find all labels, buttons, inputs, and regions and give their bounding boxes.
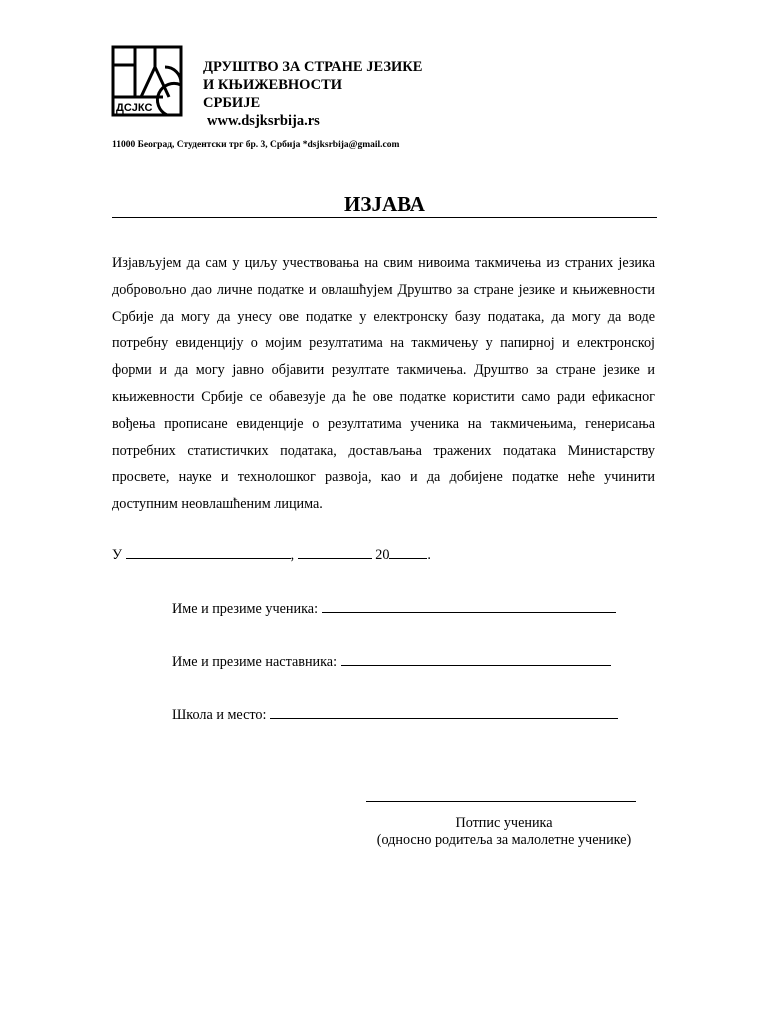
student-name-label: Име и презиме ученика: [172, 601, 319, 617]
teacher-name-row [172, 653, 611, 671]
org-line-2: И КЊИЖЕВНОСТИ [203, 77, 343, 93]
student-name-row [172, 600, 616, 618]
signature-line[interactable] [366, 801, 636, 802]
year-prefix: 20 [375, 547, 390, 563]
teacher-name-label: Име и презиме наставника: [172, 654, 338, 670]
school-label: Школа и место: [172, 707, 267, 723]
place-field[interactable] [126, 546, 291, 559]
signature-caption: Потпис ученика [455, 815, 553, 831]
svg-text:ДСЈКС: ДСЈКС [116, 102, 153, 114]
address-line: 11000 Београд, Студентски трг бр. 3, Србија *dsjksrbija@gmail.com [112, 140, 400, 150]
place-prefix: У [112, 547, 123, 563]
org-line-1: ДРУШТВО ЗА СТРАНЕ ЈЕЗИКЕ [203, 59, 423, 75]
org-line-3: СРБИЈЕ [203, 95, 261, 111]
declaration-text: Изјављујем да сам у циљу учествовања на свим нивоима такмичења из страних језика добровољно дао личне податке и овлашћујем Друштво за стране језике и књижевности Србије да могу да унесу ове податке у електронску базу података, да могу да воде потребну евиденцију о мојим резултатима на такмичењу у папирној и електронској форми и да могу јавно објавити резултате такмичења. Друштво за стране језике и књижевности Србије се обавезује да ће ове податке користити само ради ефикасног вођења прописане евиденције о резултатима ученика на такмичењима, генерисања потребних статистичких података, достављања тражених података Министарству просвете, науке и технолошког развоја, као и да добијене податке неће учинити доступним неовлашћеним лицима. [112, 255, 655, 513]
website-link[interactable]: www.dsjksrbija.rs [207, 113, 320, 129]
teacher-name-field[interactable] [341, 653, 611, 666]
date-field[interactable] [298, 546, 372, 559]
school-row [172, 706, 618, 724]
student-name-field[interactable] [322, 600, 616, 613]
place-date-line: У , 20 . [112, 547, 431, 563]
school-field[interactable] [270, 706, 618, 719]
document-title: ИЗЈАВА [344, 192, 425, 216]
year-field[interactable] [389, 546, 427, 559]
organization-name [203, 58, 422, 130]
dsjks-logo [111, 45, 183, 117]
title-divider [112, 217, 657, 218]
signature-note: (односно родитеља за малолетне ученике) [376, 832, 632, 848]
